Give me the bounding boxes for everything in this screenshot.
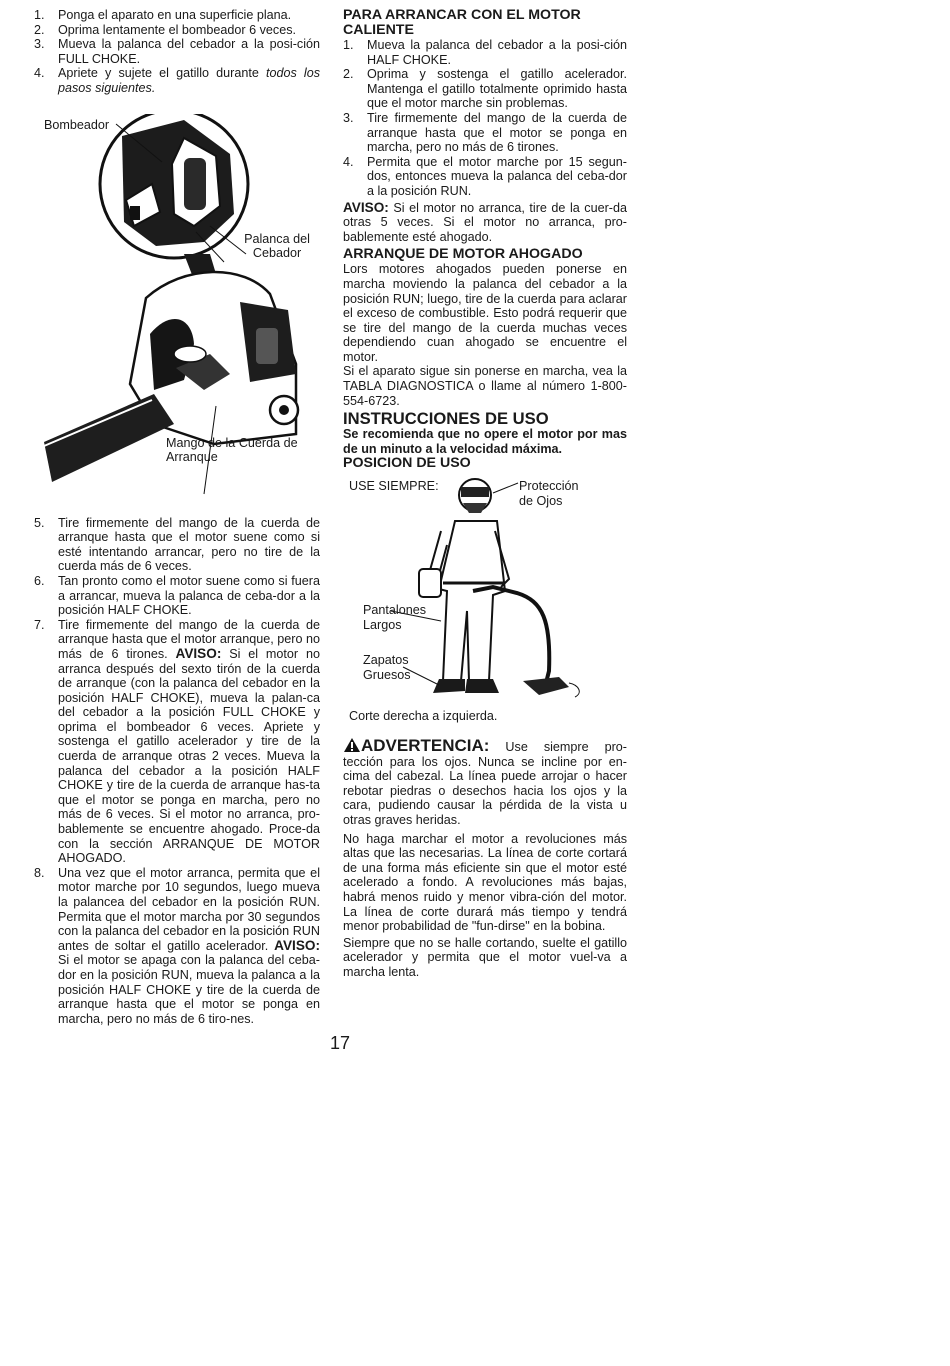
step-text: Oprima y sostenga el gatillo acelerador. Mantenga el gatillo totalmente oprimido hasta que el motor marche sin problemas. [367, 67, 627, 111]
right-column [343, 8, 627, 980]
cutting-caption: Corte derecha a izquierda. [349, 709, 498, 724]
flooded-paragraph-2: Si el aparato sigue sin ponerse en marcha, vea la TABLA DIAGNOSTICA o llame al número 1-800-554-6723. [343, 364, 627, 408]
warning-paragraph: ADVERTENCIA: Use siempre pro-tección para los ojos. Nunca se incline por en-cima del cabezal. La línea puede arrojar o hacer rebotar piedras o desechos hacia los ojos y la cara, pudiendo causar la pérdida de la vista u otras graves heridas. [343, 736, 627, 828]
list-item [343, 67, 627, 111]
step-text: Una vez que el motor arranca, permita que el motor marche por 10 segundos, luego mueva la palancea del cebador en la posición RUN. Permita que el motor marcha por 30 segundos con la palanca del cebador en la posición RUN antes de soltar el gatillo acelerador. AVISO: Si el motor se apaga con la palanca del ceba-dor en la posición RUN, mueva la palanca a la posición HALF CHOKE y tire de la cuerda de arranque hasta que el motor se ponga en marcha, pero no más de 6 tiro-nes. [58, 865, 320, 1026]
eye-protection-label: Protección de Ojos [519, 479, 579, 508]
choke-figure [34, 114, 320, 504]
palanca-label: Palanca del Cebador [244, 231, 310, 261]
list-item [343, 38, 627, 67]
idle-paragraph: Siempre que no se halle cortando, suelte el gatillo acelerador y permita que el motor vuel-va a marcha lenta. [343, 935, 627, 979]
step-number: 3. [343, 110, 354, 125]
step-number: 1. [343, 38, 354, 52]
steps-list-b [34, 516, 320, 1027]
step-text: Tire firmemente del mango de la cuerda de arranque hasta que el motor suene como si esté intentando arrancar, pero no tire de la cuerda más de 6 veces. [58, 515, 320, 574]
operator-figure [343, 471, 627, 733]
list-item [343, 155, 627, 199]
list-item [34, 574, 320, 618]
step-number: 3. [34, 37, 45, 52]
long-pants-label: Pantalones Largos [363, 603, 427, 632]
list-item [343, 111, 627, 155]
step-text: Mueva la palanca del cebador a la posi-ción FULL CHOKE. [58, 37, 320, 66]
aviso-paragraph: AVISO: Si el motor no arranca, tire de la cuer-da otras 5 veces. Si el motor no arranca, pro-bablemente esté ahogado. [343, 199, 627, 244]
operator-illustration [343, 471, 627, 733]
list-item [34, 618, 320, 866]
aviso-label: AVISO: [175, 645, 222, 661]
mango-label: Mango de la Cuerda de Arranque [166, 435, 298, 465]
step-text: Tire firmemente del mango de la cuerda de arranque hasta que el motor se ponga en marcha, pero no más de 6 tirones. [367, 110, 627, 155]
step-number: 4. [34, 66, 45, 81]
hot-start-heading: PARA ARRANCAR CON EL MOTOR CALIENTE [343, 7, 581, 38]
step-text: Permita que el motor marche por 15 segun-dos, entonces mueva la palanca del ceba-dor a la posición RUN. [367, 154, 627, 198]
heavy-shoes-label: Zapatos Gruesos [363, 653, 411, 682]
step-number: 2. [343, 67, 354, 82]
left-column [34, 8, 320, 1026]
flooded-paragraph-1: Lors motores ahogados pueden ponerse en marcha moviendo la palanca del cebador a la posición RUN; luego, tire de la cuerda para aclarar el exceso de combustible. Esto podrá requerir que se tire del mango de la cuerda muchas veces dependiendo cuan ahogado se encuentre el motor. [343, 262, 627, 364]
aviso-label: AVISO: [343, 199, 389, 215]
step-text: Tan pronto como el motor suene como si fuera a arrancar, mueva la palanca de ceba-dor a la posición HALF CHOKE. [58, 573, 320, 618]
step-number: 4. [343, 154, 354, 169]
page-number: 17 [330, 1033, 351, 1053]
step-number: 6. [34, 573, 45, 588]
warning-triangle-icon [343, 737, 361, 753]
step-number: 2. [34, 22, 45, 37]
use-position-heading: POSICION DE USO [343, 455, 471, 472]
step-number: 5. [34, 515, 45, 530]
list-item [34, 66, 320, 95]
warning-label: ADVERTENCIA: [361, 736, 490, 756]
step-number: 7. [34, 617, 45, 632]
use-instructions-heading: INSTRUCCIONES DE USO [343, 409, 549, 429]
steps-list-a [34, 8, 320, 96]
hot-start-steps [343, 38, 627, 199]
list-item [34, 866, 320, 1027]
step-number: 8. [34, 865, 45, 880]
step-text: Ponga el aparato en una superficie plana. [58, 8, 292, 22]
rpm-paragraph: No haga marchar el motor a revoluciones más altas que las necesarias. La línea de corte cortará de una forma más eficiente sin que el motor esté acelerado a fondo. A revoluciones más bajas, habrá menos ruido y menor vibra-ción del motor. La línea de corte durará más tiempo y tendrá menor probabilidad de "fun-dirse" en la bobina. [343, 831, 627, 934]
bombeador-label: Bombeador [44, 117, 110, 132]
use-always-label: USE SIEMPRE: [349, 479, 439, 494]
use-recommendation: Se recomienda que no opere el motor por mas de un minuto a la velocidad máxima. [343, 427, 627, 456]
list-item [34, 23, 320, 38]
step-text: Tire firmemente del mango de la cuerda de arranque hasta que el motor arranque, pero no más de 6 tirones. AVISO: Si el motor no arranca después del sexto tirón de la cuerda de arranque (con la palanca del cebador en la posición HALF CHOKE), mueva la palan-ca del cebador a la posición FULL CHOKE y oprima el bombeador 6 veces. Apriete y sostenga el gatillo acelerador y tire de la cuerda de arranque otras 2 veces. Mueva la palanca del cebador a la posición HALF CHOKE y tire de la cuerda de arranque has-ta que el motor se ponga en marcha, pero no más de 6 veces. Si el motor no arranca, pro-bablemente se encuentre ahogado. Proce-da con la sección ARRANQUE DE MOTOR AHOGADO. [58, 617, 320, 866]
list-item [34, 8, 320, 23]
step-text: Mueva la palanca del cebador a la posi-ción HALF CHOKE. [367, 38, 627, 67]
aviso-label: AVISO: [274, 937, 320, 953]
step-number: 1. [34, 8, 45, 22]
step-text: Apriete y sujete el gatillo durante todos los pasos siguientes. [58, 66, 320, 95]
step-text: Oprima lentamente el bombeador 6 veces. [58, 22, 297, 37]
list-item [34, 37, 320, 66]
flooded-heading: ARRANQUE DE MOTOR AHOGADO [343, 246, 583, 263]
list-item [34, 516, 320, 574]
